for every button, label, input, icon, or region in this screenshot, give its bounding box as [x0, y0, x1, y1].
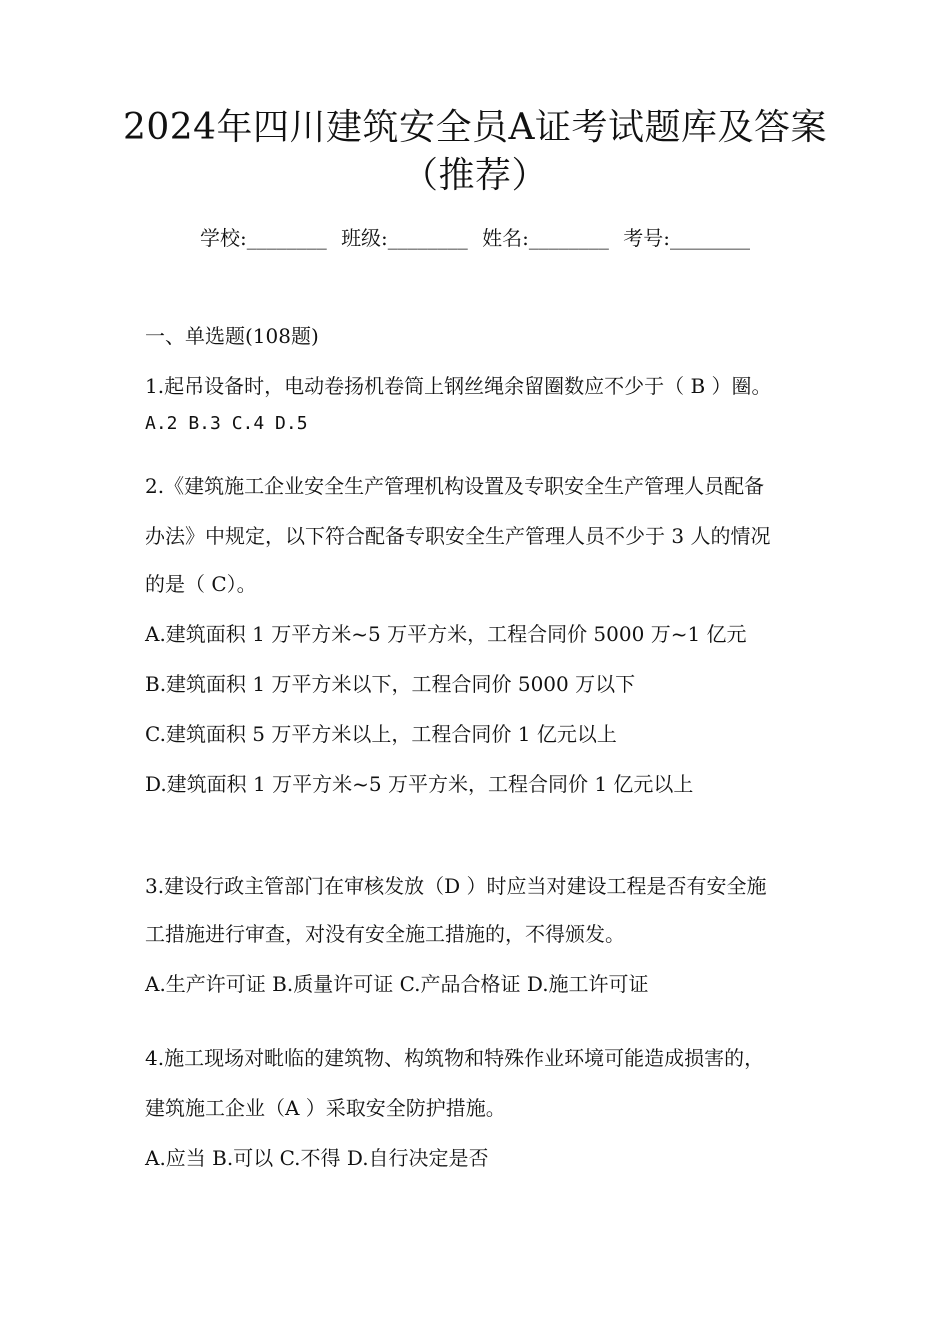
question-1-stem: 1.起吊设备时，电动卷扬机卷筒上钢丝绳余留圈数应不少于（ B ）圈。 [145, 374, 772, 398]
question-2-option-d: D.建筑面积 1 万平方米~5 万平方米，工程合同价 1 亿元以上 [145, 772, 694, 796]
document-title-continued: （推荐） [401, 155, 548, 196]
question-2-stem-line-2: 办法》中规定，以下符合配备专职安全生产管理人员不少于 3 人的情况 [145, 524, 771, 548]
question-3-stem-line-1: 3.建设行政主管部门在审核发放（D ）时应当对建设工程是否有安全施 [145, 874, 767, 898]
exam-number-field: 考号:________ [623, 226, 751, 250]
school-field: 学校:________ [199, 226, 327, 250]
question-2-option-b: B.建筑面积 1 万平方米以下，工程合同价 5000 万以下 [145, 672, 636, 696]
document-title: 2024年四川建筑安全员A证考试题库及答案 [122, 107, 828, 148]
question-4-stem-line-1: 4.施工现场对毗临的建筑物、构筑物和特殊作业环境可能造成损害的， [145, 1046, 765, 1070]
question-3-options: A.生产许可证 B.质量许可证 C.产品合格证 D.施工许可证 [145, 972, 649, 996]
question-2-stem-line-3: 的是（ C）。 [145, 572, 257, 596]
class-field: 班级:________ [341, 226, 468, 250]
question-4-options: A.应当 B.可以 C.不得 D.自行决定是否 [145, 1146, 489, 1170]
question-2-stem-line-1: 2.《建筑施工企业安全生产管理机构设置及专职安全生产管理人员配备 [145, 474, 765, 498]
section-heading: 一、单选题(108题) [145, 324, 319, 348]
student-info-line [0, 224, 950, 252]
question-2-option-a: A.建筑面积 1 万平方米~5 万平方米，工程合同价 5000 万~1 亿元 [145, 622, 747, 646]
question-2-option-c: C.建筑面积 5 万平方米以上，工程合同价 1 亿元以上 [145, 722, 617, 746]
question-3-stem-line-2: 工措施进行审查，对没有安全施工措施的，不得颁发。 [145, 922, 625, 946]
question-4-stem-line-2: 建筑施工企业（A ）采取安全防护措施。 [145, 1096, 506, 1120]
question-1-options: A.2 B.3 C.4 D.5 [145, 413, 308, 434]
name-field: 姓名:________ [482, 226, 609, 250]
